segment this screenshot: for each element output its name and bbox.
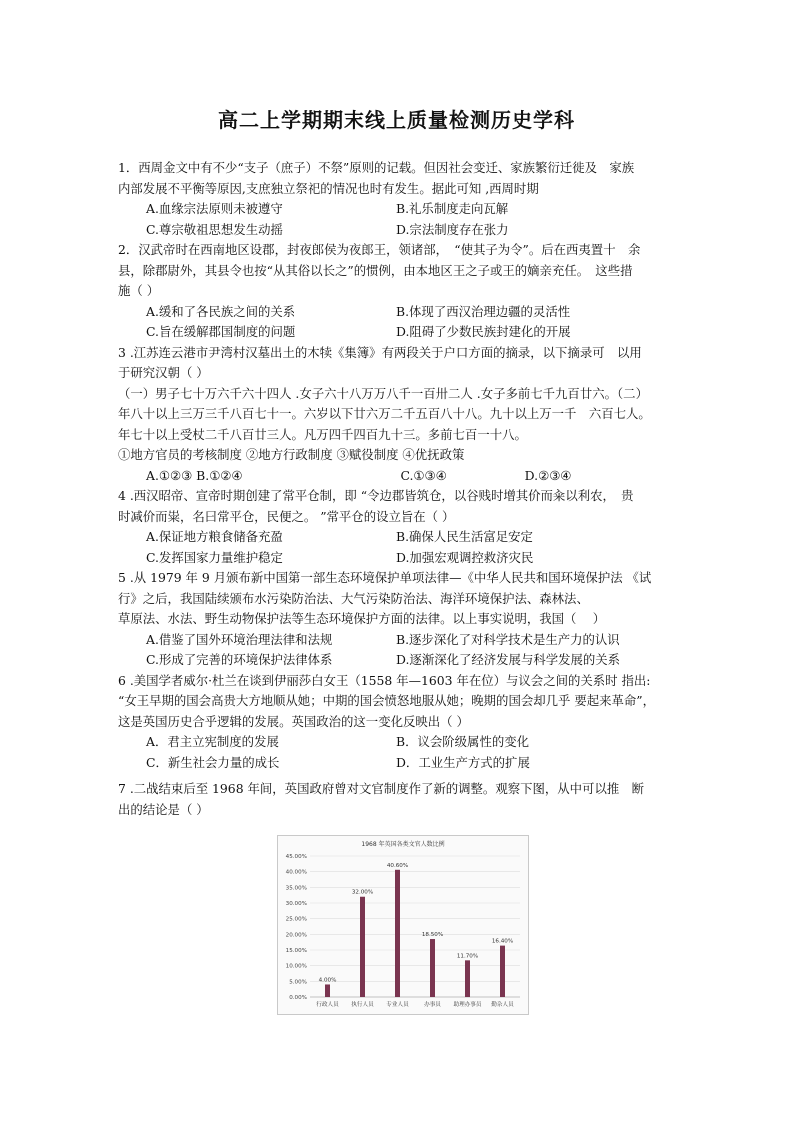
option-d: D．工业生产方式的扩展 (396, 754, 530, 770)
x-tick-label: 行政人员 (316, 1002, 339, 1008)
civil-servant-bar-chart (277, 835, 529, 1015)
option-b: B．议会阶级属性的变化 (396, 734, 530, 749)
bar-value-label: 11.70% (456, 953, 479, 960)
question-text-line: 3 .江苏连云港市尹湾村汉墓出土的木犊《集簿》有两段关于户口方面的摘录，以下摘录可 以用 (118, 344, 642, 360)
question-text-line: 行》之后，我国陆续颁布水污染防治法、大气污染防治法、海洋环境保护法、森林法、 (118, 590, 589, 606)
option-c: C.发挥国家力量维护稳定 (146, 549, 283, 565)
option-a: A.借鉴了国外环境治理法律和法规 (146, 631, 333, 647)
option-a: A．君主立宪制度的发展 (146, 734, 279, 749)
chart-bar (360, 897, 365, 997)
option-d: D.②③④ (524, 467, 572, 483)
answer-options (118, 199, 678, 240)
y-tick-label: 15.00% (285, 948, 307, 954)
answer-options (118, 466, 678, 487)
y-tick-label: 45.00% (285, 854, 307, 860)
question-text-line: 6 .美国学者威尔·杜兰在谈到伊丽莎白女王（1558 年—1603 年在位）与议会之间的关系时 指出: (118, 672, 651, 688)
bar-value-label: 18.50% (421, 932, 444, 939)
option-b: B.体现了西汉治理边疆的灵活性 (396, 303, 571, 319)
chart-bar (500, 946, 505, 997)
question-5 (118, 568, 678, 671)
question-text-line: 草原法、水法、野生动物保护法等生态环境保护方面的法律。以上事实说明，我国（ ） (118, 611, 606, 626)
option-b: B.确保人民生活富足安定 (396, 529, 533, 544)
question-text-line: 2．汉武帝时在西南地区设郡，封夜郎侯为夜郎王，领诸部， “使其子为令”。后在西夷置十 余 (118, 242, 641, 257)
x-tick-label: 勤杂人员 (491, 1002, 514, 1008)
question-text-line: 年八十以上三万三千八百七十一。六岁以下廿六万二千五百八十八。九十以上万一千 六百七人。 (118, 406, 651, 421)
question-2 (118, 240, 678, 343)
question-text-line: 7 .二战结束后至 1968 年间，英国政府曾对文官制度作了新的调整。观察下图，从中可以推 断 (118, 781, 645, 796)
bar-value-label: 40.60% (386, 862, 409, 869)
option-a: A.保证地方粮食储备充盈 (146, 529, 283, 544)
chart-data-labels (319, 863, 514, 984)
question-text-line: 1．西周金文中有不少“支子（庶子）不祭”原则的记载。但因社会变迁、家族繁衍迁徙及 家族 (118, 160, 635, 175)
x-tick-label: 助理办事员 (453, 1002, 482, 1008)
bar-value-label: 16.40% (491, 938, 514, 945)
option-b: B.礼乐制度走向瓦解 (396, 201, 509, 216)
answer-options (118, 302, 678, 343)
option-d: D.逐渐深化了经济发展与科学发展的关系 (396, 652, 621, 667)
y-tick-label: 0.00% (289, 995, 307, 1001)
option-d: D.阻碍了少数民族封建化的开展 (396, 324, 571, 339)
option-d: D.宗法制度存在张力 (396, 221, 509, 237)
y-tick-label: 30.00% (285, 901, 307, 907)
chart-bar (430, 939, 435, 997)
option-b: B.逐步深化了对科学技术是生产力的认识 (396, 631, 620, 647)
answer-options (118, 732, 678, 773)
answer-options (118, 527, 678, 568)
question-7 (118, 779, 678, 820)
question-text-line: 年七十以上受杖二千八百廿三人。凡万四千四百九十三。多前七百一十八。 (118, 426, 527, 442)
question-6 (118, 671, 678, 774)
question-text-line: 出的结论是（ ） (118, 801, 209, 817)
question-text-line: 于研究汉朝（ ） (118, 365, 209, 380)
question-text-line: （一）男子七十万六千六十四人 .女子六十八万万八千一百卅二人 .女子多前七千九百廿六。（二） (118, 385, 648, 401)
y-tick-label: 25.00% (285, 916, 307, 923)
option-ab: A.①②③ B.①②④ (146, 467, 243, 483)
chart-y-axis (286, 854, 307, 1001)
question-text-line: 这是英国历史合乎逻辑的发展。英国政治的这一变化反映出（ ） (118, 713, 469, 729)
chart-title: 1968 年英国各类文官人数比例 (361, 841, 445, 848)
chart-grid (310, 856, 520, 997)
question-list (118, 158, 678, 820)
question-3 (118, 343, 678, 487)
page-title: 高二上学期期末线上质量检测历史学科 (218, 108, 575, 132)
option-c: C.①③④ (400, 467, 447, 483)
question-text-line: 内部发展不平衡等原因,支庶独立祭祀的情况也时有发生。据此可知 ,西周时期 (118, 180, 539, 196)
option-c: C.旨在缓解郡国制度的问题 (146, 324, 296, 339)
bar-value-label: 4.00% (318, 977, 337, 984)
option-c: C.尊宗敬祖思想发生动摇 (146, 221, 283, 237)
question-text-line: 5 .从 1979 年 9 月颁布新中国第一部生态环境保护单项法律—《中华人民共和国环境保护法 《试 (118, 570, 652, 585)
y-tick-label: 5.00% (289, 979, 307, 986)
chart-bar (325, 984, 330, 997)
question-text-line: 时减价而粜，名曰常平仓，民便之。 ”常平仓的设立旨在（ ） (118, 508, 455, 524)
question-text-line: 县，除郡尉外，其县令也按“从其俗以长之”的惯例，由本地区王之子或王的嫡亲充任。 这些措 (118, 262, 633, 278)
option-c: C．新生社会力量的成长 (146, 754, 280, 770)
option-a: A.血缘宗法原则未被遵守 (146, 201, 283, 216)
chart-x-axis (316, 1000, 514, 1008)
question-4 (118, 486, 678, 568)
y-tick-label: 20.00% (285, 932, 307, 939)
x-tick-label: 办事员 (424, 1002, 441, 1008)
option-a: A.缓和了各民族之间的关系 (146, 303, 296, 319)
y-tick-label: 10.00% (285, 963, 307, 970)
x-tick-label: 执行人员 (351, 1002, 374, 1008)
chart-bar (395, 870, 400, 997)
bar-value-label: 32.00% (351, 889, 374, 896)
option-d: D.加强宏观调控救济灾民 (396, 549, 534, 565)
question-text-line: “女王早期的国会高贵大方地顺从她；中期的国会愤怒地服从她；晚期的国会却几乎 要起来革命”， (118, 693, 656, 708)
question-1 (118, 158, 678, 240)
answer-options (118, 630, 678, 671)
question-text-line: ①地方官员的考核制度 ②地方行政制度 ③赋役制度 ④优抚政策 (118, 447, 465, 462)
question-text-line: 4 .西汉昭帝、宣帝时期创建了常平仓制，即 “令边郡皆筑仓，以谷贱时增其价而籴以利农， 贵 (118, 488, 634, 503)
y-tick-label: 40.00% (285, 869, 307, 876)
chart-svg (278, 836, 528, 1014)
x-tick-label: 专业人员 (386, 1002, 409, 1008)
y-tick-label: 35.00% (285, 885, 307, 892)
chart-bar (465, 960, 470, 997)
option-c: C.形成了完善的环境保护法律体系 (146, 652, 333, 667)
question-text-line: 施（ ） (118, 283, 160, 298)
